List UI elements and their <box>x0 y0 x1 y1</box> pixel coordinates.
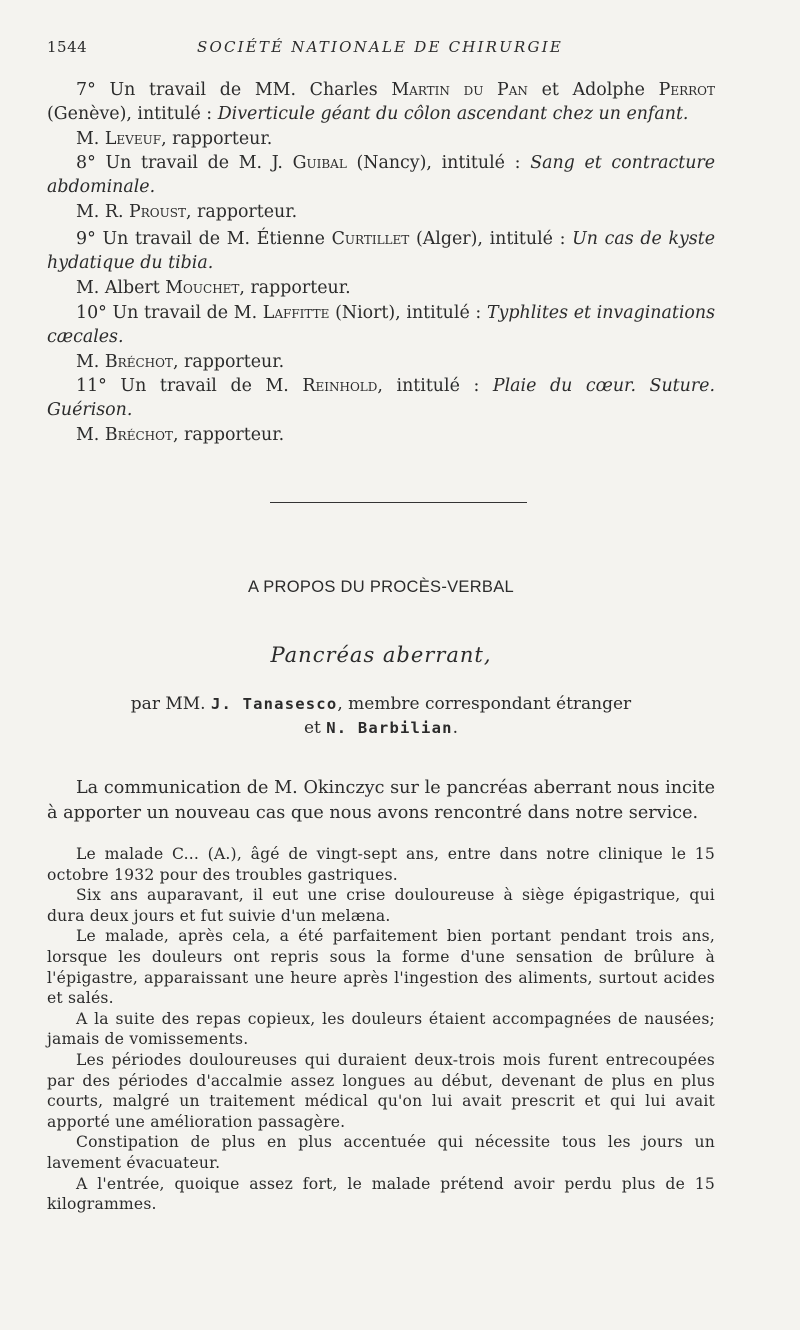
list-item-7-text: 7° Un travail de MM. Charles Martin du Pan et Adolphe Perrot (Genève), intitulé : Diverticule géant du côlon ascendant chez un enfant. <box>47 80 715 125</box>
journal-title: SOCIÉTÉ NATIONALE DE CHIRURGIE <box>197 38 563 56</box>
case-paragraph: Le malade, après cela, a été parfaitement bien portant pendant trois ans, lorsque les douleurs ont repris sous la forme d'une sensation de brûlure à l'épigastre, apparaissant une heure après l'ingestion des aliments, surtout acides et salés. <box>47 927 715 1008</box>
rapporteur-line: M. R. Proust, rapporteur. <box>76 201 298 222</box>
case-paragraph: A l'entrée, quoique assez fort, le malade prétend avoir perdu plus de 15 kilogrammes. <box>47 1174 715 1214</box>
case-paragraph: Le malade C... (A.), âgé de vingt-sept ans, entre dans notre clinique le 15 octobre 1932 pour des troubles gastriques. <box>47 845 715 884</box>
work-title: Diverticule géant du côlon ascendant chez un enfant. <box>217 104 689 125</box>
author-name: Perrot <box>658 80 715 100</box>
rapporteur-line: M. Albert Mouchet, rapporteur. <box>76 277 351 298</box>
case-paragraph: Les périodes douloureuses qui duraient deux-trois mois furent entrecoupées par des périodes d'accalmie assez longues au début, devenant de plus en plus courts, malgré un traitement médical qu'on lui avait prescrit et qui lui avait apporté une amélioration passagère. <box>47 1050 715 1131</box>
author-name: Reinhold <box>302 376 378 396</box>
work-title: Un cas de kyste hydatique du tibia. <box>47 229 716 274</box>
article-title: Pancréas aberrant, <box>270 643 492 667</box>
author-name: J. Tanasesco <box>210 695 338 713</box>
intro-paragraph <box>47 776 715 826</box>
byline <box>47 692 715 740</box>
list-item-11 <box>47 374 715 447</box>
running-head <box>47 38 715 58</box>
case-paragraph: A la suite des repas copieux, les douleurs étaient accompagnées de nausées; jamais de vomissements. <box>47 1009 715 1049</box>
case-paragraph: Constipation de plus en plus accentuée qui nécessite tous les jours un lavement évacuateur. <box>47 1133 715 1172</box>
rapporteur-line: M. Bréchot, rapporteur. <box>76 351 285 372</box>
byline-line-1: par MM. J. Tanasesco, membre correspondant étranger <box>130 694 632 714</box>
intro-text: La communication de M. Okinczyc sur le pancréas aberrant nous incite à apporter un nouveau cas que nous avons rencontré dans notre service. <box>47 778 715 823</box>
list-item-10-text: 10° Un travail de M. Laffitte (Niort), intitulé : Typhlites et invaginations cæcales. <box>47 303 716 348</box>
work-title: Plaie du cœur. Suture. Guérison. <box>47 376 715 421</box>
author-name: Curtillet <box>331 229 410 249</box>
list-item-9-text: 9° Un travail de M. Étienne Curtillet (Alger), intitulé : Un cas de kyste hydatique du tibia. <box>47 229 716 274</box>
list-item-9 <box>47 227 715 300</box>
author-name: Guibal <box>292 153 347 173</box>
section-heading: A PROPOS DU PROCÈS-VERBAL <box>247 578 515 596</box>
work-title: Typhlites et invaginations cæcales. <box>47 303 716 348</box>
work-title: Sang et contracture abdominale. <box>47 153 716 198</box>
case-paragraph: Six ans auparavant, il eut une crise douloureuse à siège épigastrique, qui dura deux jours et fut suivie d'un melæna. <box>47 886 715 925</box>
rapporteur-line: M. Leveuf, rapporteur. <box>76 128 273 149</box>
author-name: Laffitte <box>262 303 330 323</box>
list-item-10 <box>47 301 715 374</box>
list-item-8-text: 8° Un travail de M. J. Guibal (Nancy), intitulé : Sang et contracture abdominale. <box>47 153 716 198</box>
author-name: N. Barbilian <box>326 719 453 737</box>
page-number: 1544 <box>47 38 88 56</box>
author-name: Martin du Pan <box>391 80 528 100</box>
list-item-11-text: 11° Un travail de M. Reinhold, intitulé : Plaie du cœur. Suture. Guérison. <box>47 376 715 421</box>
list-item-7 <box>47 78 715 151</box>
case-report <box>47 844 715 1215</box>
section-divider <box>270 502 527 503</box>
byline-line-2: et N. Barbilian. <box>303 718 459 738</box>
list-item-8 <box>47 151 715 224</box>
rapporteur-line: M. Bréchot, rapporteur. <box>76 424 285 445</box>
